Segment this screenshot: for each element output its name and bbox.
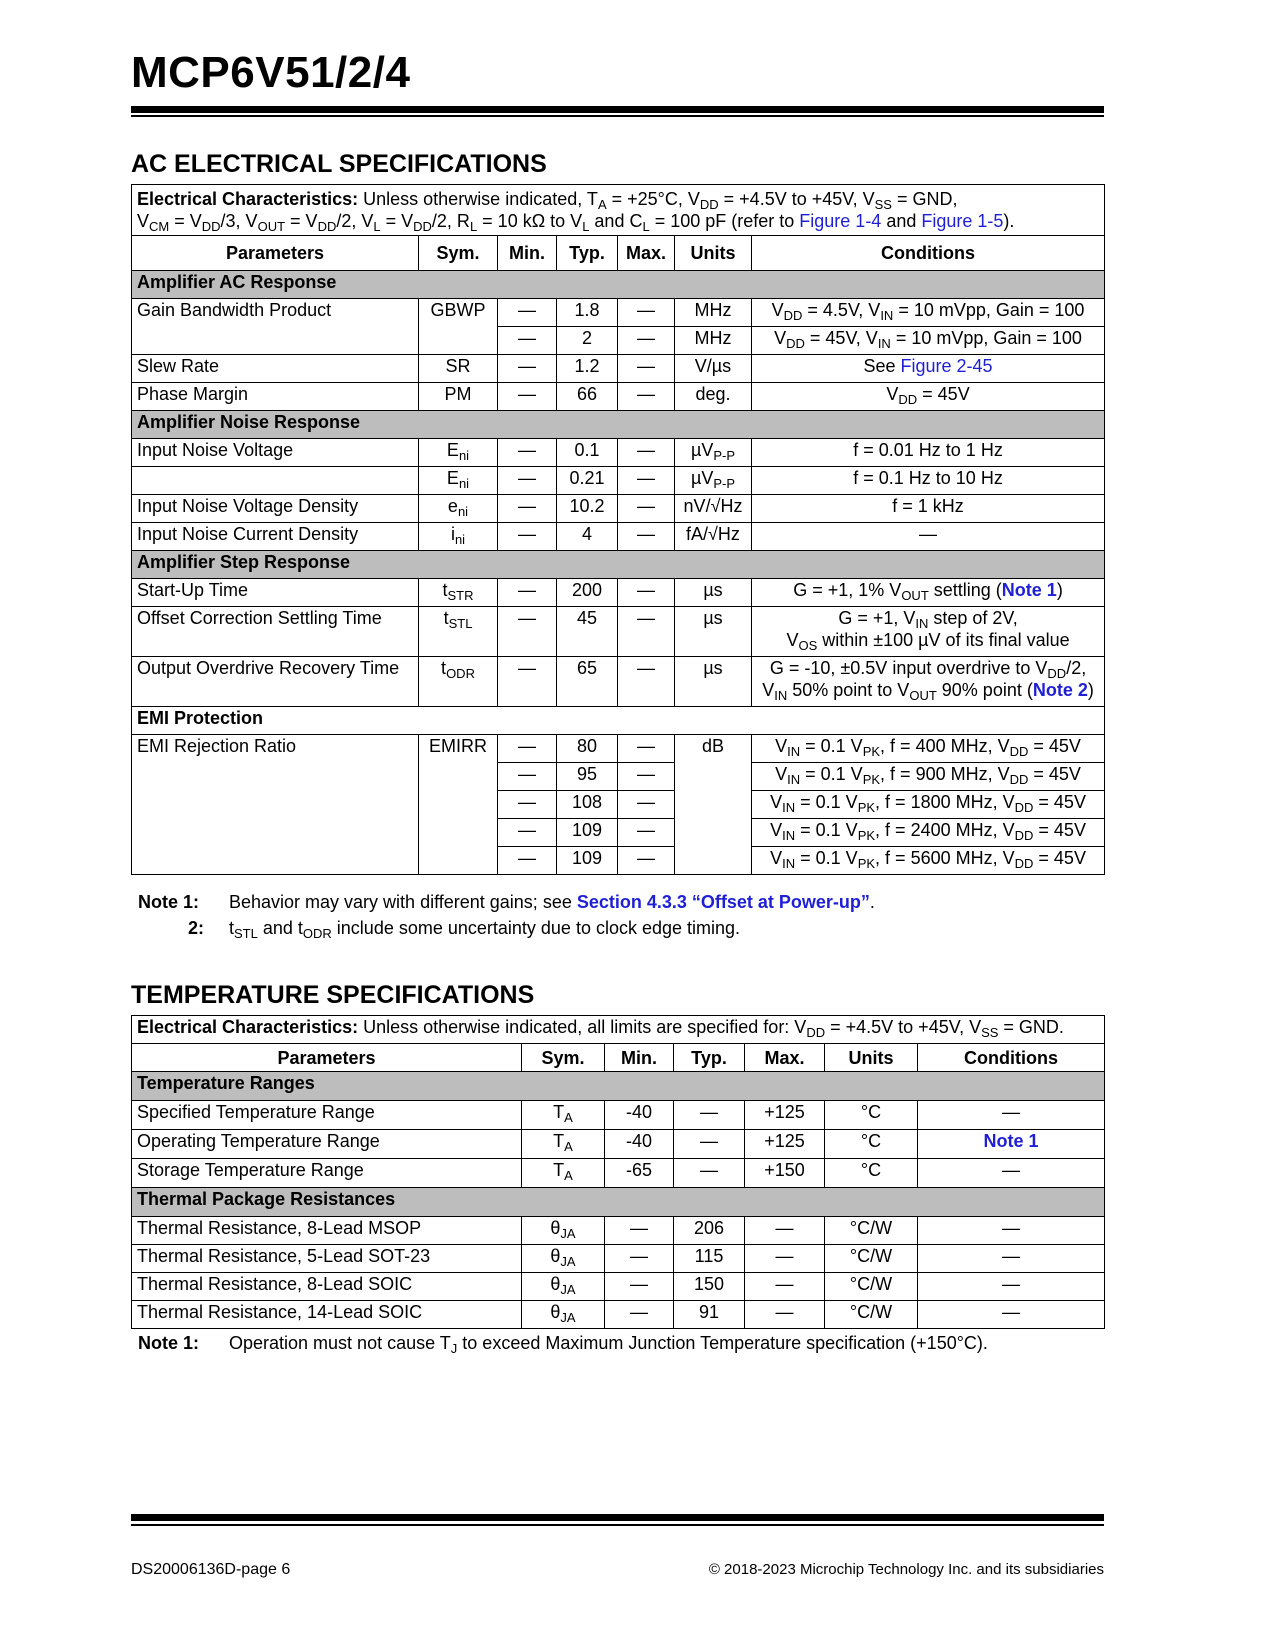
table-row: Thermal Resistance, 5-Lead SOT-23 $\theta_{JA}$ — 115 — °C/W — [132,1245,1105,1273]
group-row: Amplifier Noise Response [132,411,1105,439]
figure-1-5-link[interactable]: Figure 1-5 [921,211,1004,231]
document-title: MCP6V51/2/4 [131,48,411,97]
temp-note: Note 1: Operation must not cause $T_J$ to exceed Maximum Junction Temperature specification (+150°C). [138,1333,988,1356]
table-row: Slew Rate SR — 1.2 — V/µs See Figure 2-45 [132,355,1105,383]
figure-1-4-link[interactable]: Figure 1-4 [799,211,882,231]
group-row: Amplifier AC Response [132,271,1105,299]
table-row: — 108 — $V_{IN} = 0.1$ $V_{PK}$, f = 1800 MHz, $V_{DD} = 45V$ [132,791,1105,819]
ac-spec-table [131,184,1105,875]
table-row: Output Overdrive Recovery Time $t_{ODR}$ — 65 — µs G = -10, ±0.5V input overdrive to $V_{DD}/2$, $V_{IN}$ 50% point to $V_{OUT}$ 90% point (Note 2) [132,657,1105,707]
table-row: — 2 — MHz $V_{DD} = 45V$, $V_{IN} = 10$ mVpp, Gain = 100 [132,327,1105,355]
table-row: Phase Margin PM — 66 — deg. $V_{DD} = 45V$ [132,383,1105,411]
header-rule-thin [131,115,1104,117]
table-row: Offset Correction Settling Time $t_{STL}$ — 45 — µs G = +1, $V_{IN}$ step of 2V, $V_{OS}$ within ±100 µV of its final value [132,607,1105,657]
table-row: Input Noise Current Density $i_{ni}$ — 4 — fA/√Hz — [132,523,1105,551]
note-2-link[interactable]: Note 2 [1032,680,1088,700]
temp-note-1-link[interactable]: Note 1 [983,1131,1039,1151]
footer-copyright: © 2018-2023 Microchip Technology Inc. and its subsidiaries [708,1561,1104,1578]
table-row: Start-Up Time $t_{STR}$ — 200 — µs G = +1, 1% $V_{OUT}$ settling (Note 1) [132,579,1105,607]
table-row: $E_{ni}$ — 0.21 — µV$_{P-P}$ f = 0.1 Hz to 10 Hz [132,467,1105,495]
ac-notes [138,889,875,941]
table-row: Thermal Resistance, 14-Lead SOIC $\theta_{JA}$ — 91 — °C/W — [132,1301,1105,1329]
table-row: Input Noise Voltage $E_{ni}$ — 0.1 — µV$_{P-P}$ f = 0.01 Hz to 1 Hz [132,439,1105,467]
group-row: Thermal Package Resistances [132,1188,1105,1217]
table-row: Specified Temperature Range $T_A$ -40 — +125 °C — [132,1101,1105,1130]
table-row: Thermal Resistance, 8-Lead SOIC $\theta_{JA}$ — 150 — °C/W — [132,1273,1105,1301]
figure-2-45-link[interactable]: Figure 2-45 [900,356,993,376]
group-row: Temperature Ranges [132,1072,1105,1101]
ac-note-1: Note 1: Behavior may vary with different gains; see Section 4.3.3 “Offset at Power-up”. [138,892,875,912]
temp-header-row: Parameters Sym. Min. Typ. Max. Units Conditions [132,1044,1105,1072]
group-row: EMI Protection [132,707,1105,735]
temp-conditions-header: Electrical Characteristics: Unless otherwise indicated, all limits are specified for: $V_{DD} = +4.5V$ to +45V, $V_{SS}$ = GND. [132,1016,1105,1044]
table-row: — 109 — $V_{IN} = 0.1$ $V_{PK}$, f = 5600 MHz, $V_{DD} = 45V$ [132,847,1105,875]
table-row: EMI Rejection Ratio EMIRR — 80 — dB $V_{IN} = 0.1$ $V_{PK}$, f = 400 MHz, $V_{DD} = 45V$ [132,735,1105,763]
ac-note-2: 2: $t_{STL}$ and $t_{ODR}$ include some uncertainty due to clock edge timing. [187,918,741,941]
footer-rule-thin [131,1524,1104,1526]
ac-section-title: AC ELECTRICAL SPECIFICATIONS [131,150,547,178]
note-1-link[interactable]: Note 1 [1001,580,1057,600]
temp-spec-table [131,1015,1105,1329]
group-row: Amplifier Step Response [132,551,1105,579]
table-row: Input Noise Voltage Density $e_{ni}$ — 10.2 — nV/√Hz f = 1 kHz [132,495,1105,523]
table-row: — 109 — $V_{IN} = 0.1$ $V_{PK}$, f = 2400 MHz, $V_{DD} = 45V$ [132,819,1105,847]
ac-header-row: Parameters Sym. Min. Typ. Max. Units Conditions [132,236,1105,271]
temp-section-title: TEMPERATURE SPECIFICATIONS [131,981,535,1009]
footer-rule-thick [131,1514,1104,1521]
footer-page-id: DS20006136D-page 6 [131,1561,291,1578]
table-row: — 95 — $V_{IN} = 0.1$ $V_{PK}$, f = 900 MHz, $V_{DD} = 45V$ [132,763,1105,791]
header-rule-thick [131,106,1104,113]
ac-conditions-header: Electrical Characteristics: Unless otherwise indicated, $T_A = +25^\circ C$, $V_{DD} = +4.5V$ to +45V, $V_{SS}$ = GND, $V_{CM} = V_{DD}/3$, $V_{OUT} = V_{DD}/2$, $V_L = V_{DD}/2$, $R_L = 10$ kΩ to $V_L$ and $C_L = 100$ pF (refer to Figure 1-4 and Figure 1-5). [132,185,1105,236]
table-row: Gain Bandwidth Product GBWP — 1.8 — MHz $V_{DD} = 4.5V$, $V_{IN} = 10$ mVpp, Gain = 100 [132,299,1105,327]
table-row: Operating Temperature Range $T_A$ -40 — +125 °C Note 1 [132,1130,1105,1159]
table-row: Storage Temperature Range $T_A$ -65 — +150 °C — [132,1159,1105,1188]
table-row: Thermal Resistance, 8-Lead MSOP $\theta_{JA}$ — 206 — °C/W — [132,1217,1105,1245]
section-4-3-3-link[interactable]: Section 4.3.3 “Offset at Power-up” [576,892,870,912]
